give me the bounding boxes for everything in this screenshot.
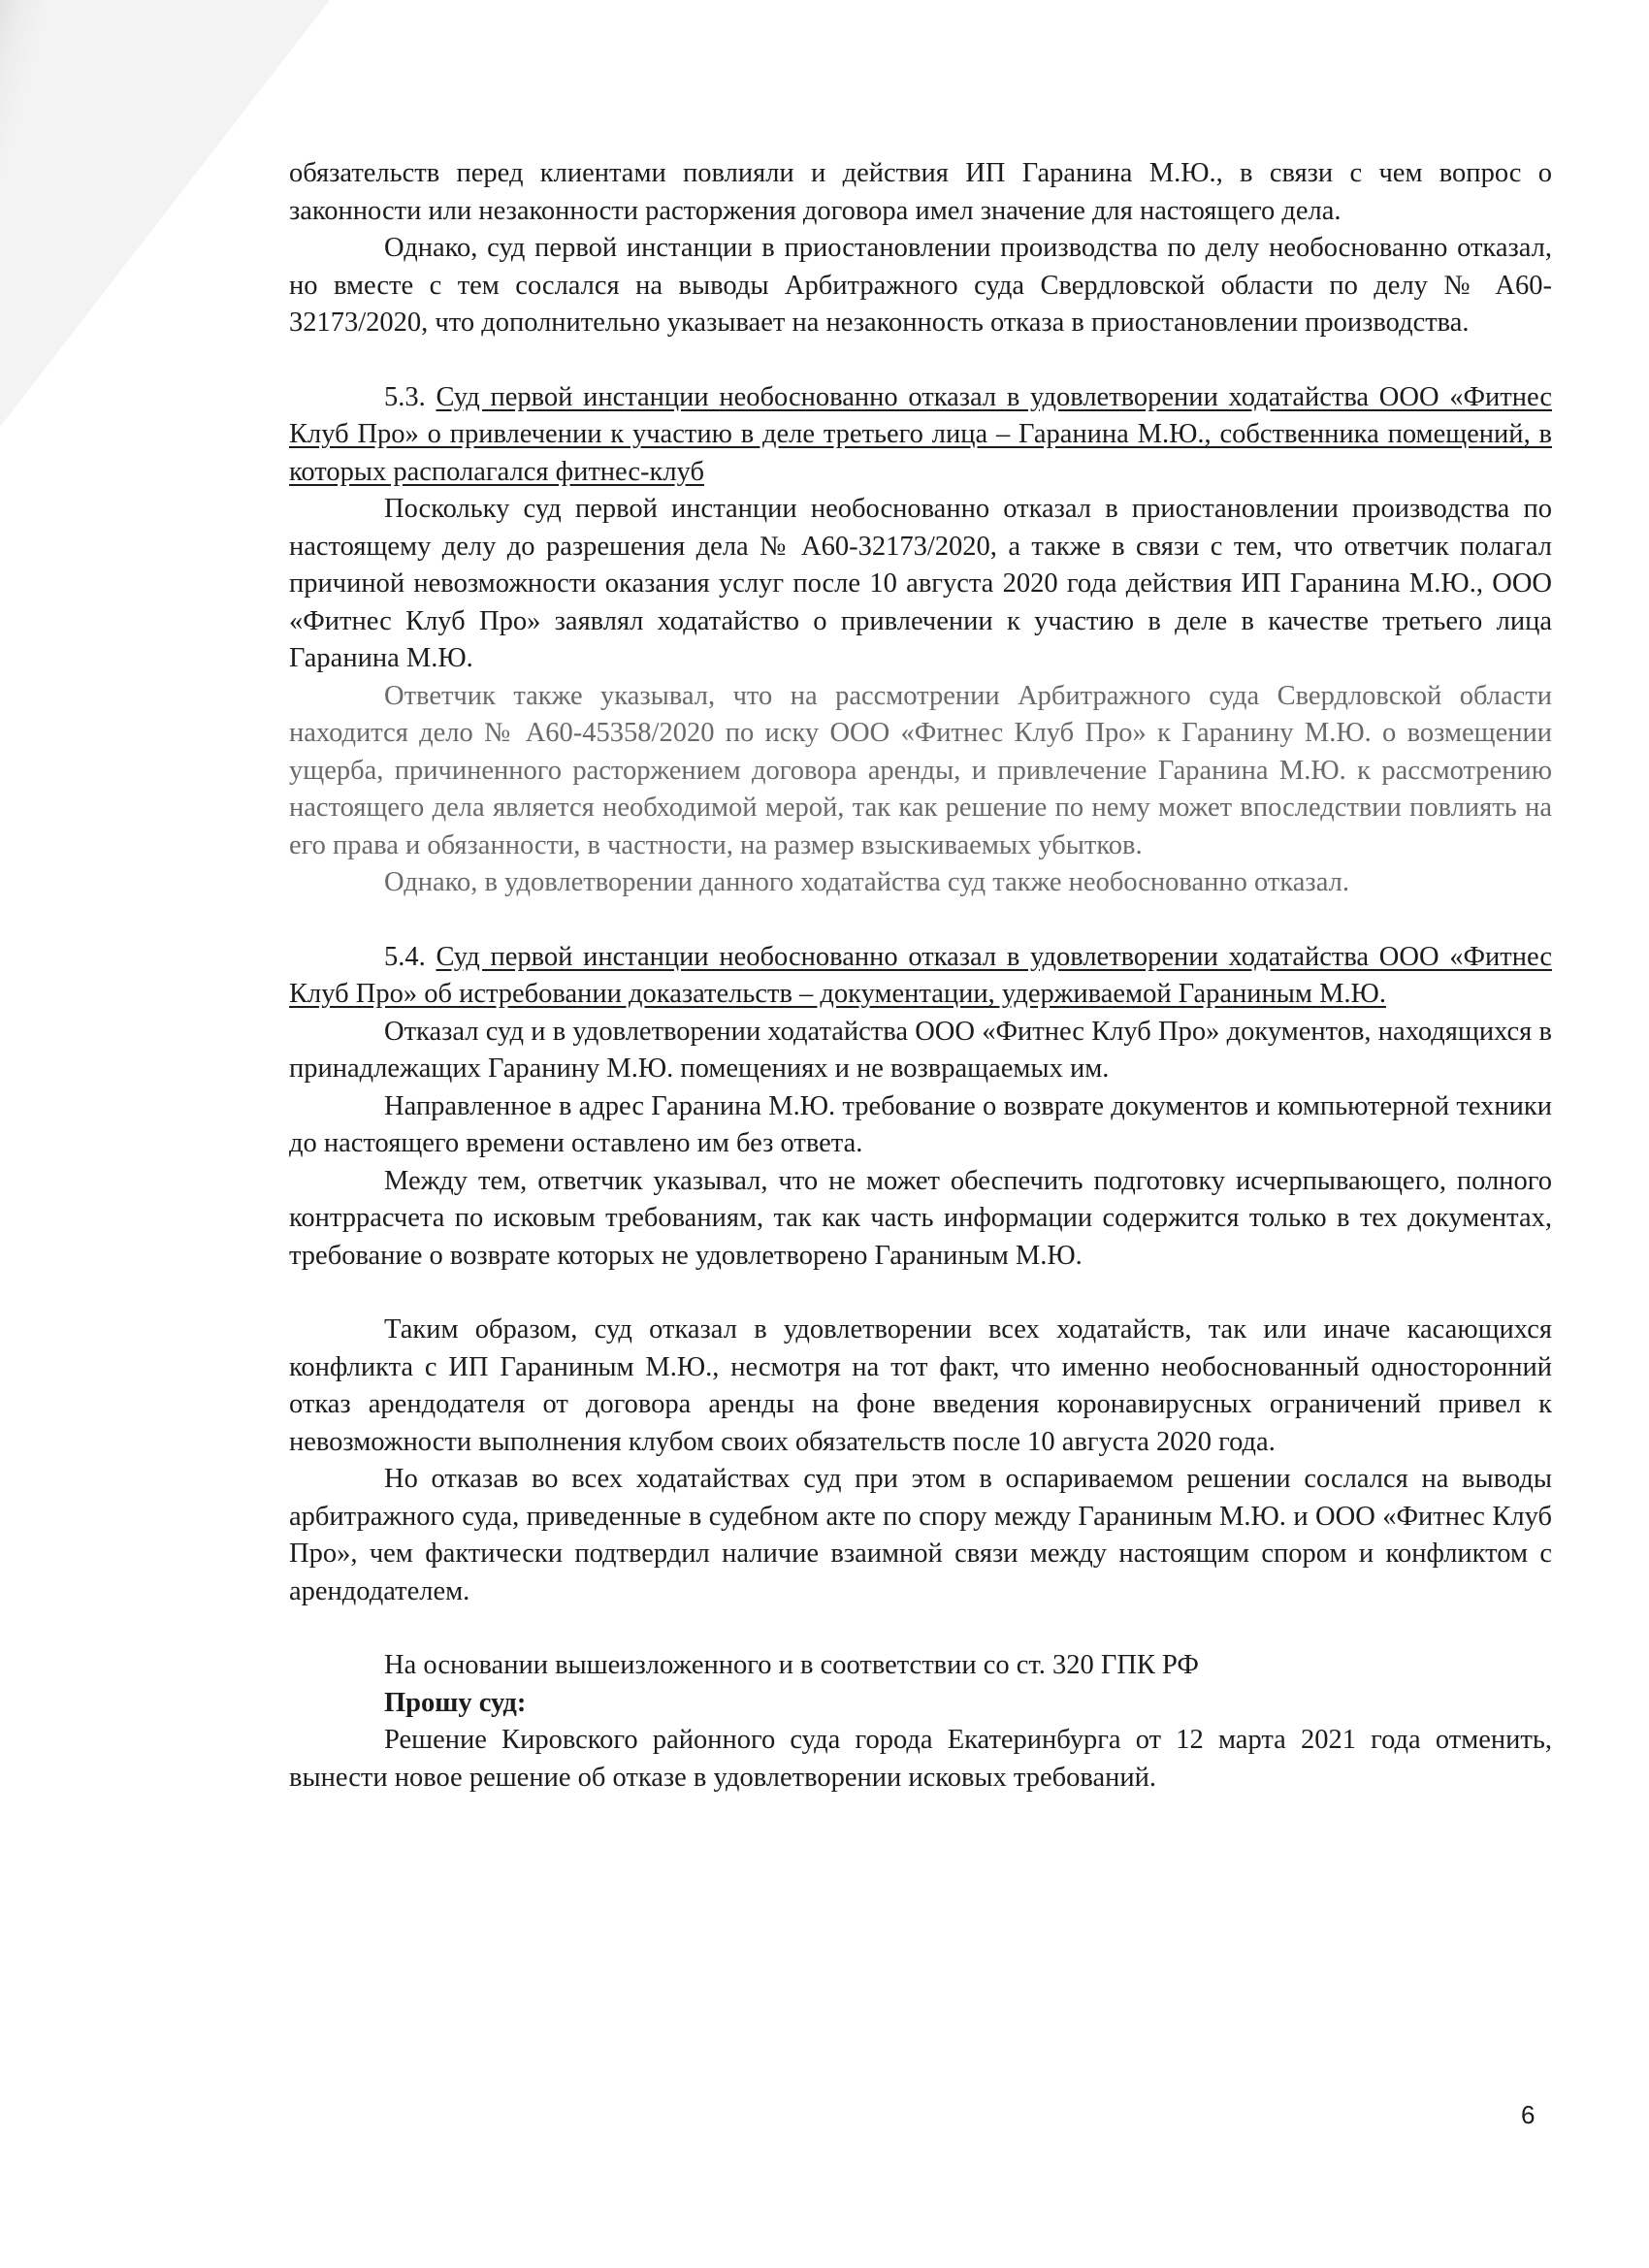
paragraph-arbitration-reference: Но отказав во всех ходатайствах суд при этом в оспариваемом решении сослался на выводы арбитражного суда, приведенные в судебном акте по спору между Гараниным М.Ю. и ООО «Фитнес Клуб Про», чем фактически подтвердил наличие взаимной связи между настоящим спором и конфликтом с арендодателем. <box>289 1464 1552 1606</box>
section-title: Суд первой инстанции необоснованно отказал в удовлетворении ходатайства ООО «Фитнес Клуб Про» о привлечении к участию в деле третьего лица – Гаранина М.Ю., собственника помещений, в которых располагался фитнес-клуб <box>289 381 1552 487</box>
document-page <box>289 155 1552 1797</box>
paragraph-continuation: обязательств перед клиентами повлияли и действия ИП Гаранина М.Ю., в связи с чем вопрос о законности или незаконности расторжения договора имел значение для настоящего дела. <box>289 158 1552 226</box>
paragraph-respondent-indicated: Ответчик также указывал, что на рассмотрении Арбитражного суда Свердловской области находится дело № А60-45358/2020 по иску ООО «Фитнес Клуб Про» к Гаранину М.Ю. о возмещении ущерба, причиненного расторжением договора аренды, и привлечение Гаранина М.Ю. к рассмотрению настоящего дела является необходимой мерой, так как решение по нему может впоследствии повлиять на его права и обязанности, в частности, на размер взыскиваемых убытков. <box>289 680 1552 860</box>
section-number: 5.4. <box>384 941 426 972</box>
spacer <box>289 342 1552 379</box>
request-label: Прошу суд: <box>384 1687 527 1718</box>
section-heading-5-4 <box>289 939 1552 1014</box>
paragraph-counter-calculation: Между тем, ответчик указывал, что не может обеспечить подготовку исчерпывающего, полного контррасчета по исковым требованиям, так как часть информации содержится только в тех документах, требование о возврате которых не удовлетворено Гараниным М.Ю. <box>289 1165 1552 1271</box>
page-number: 6 <box>1521 2100 1536 2129</box>
scan-fold-corner <box>0 0 330 427</box>
spacer <box>289 1610 1552 1647</box>
spacer <box>289 1275 1552 1312</box>
paragraph-legal-basis: На основании вышеизложенного и в соответствии со ст. 320 ГПК РФ <box>384 1650 1199 1680</box>
spacer <box>289 902 1552 939</box>
paragraph-documents-refused: Отказал суд и в удовлетворении ходатайства ООО «Фитнес Клуб Про» документов, находящихся в принадлежащих Гаранину М.Ю. помещениях и не возвращаемых им. <box>289 1016 1552 1084</box>
section-title: Суд первой инстанции необоснованно отказал в удовлетворении ходатайства ООО «Фитнес Клуб Про» об истребовании доказательств – документации, удерживаемой Гараниным М.Ю. <box>289 941 1552 1009</box>
section-heading-5-3 <box>289 379 1552 492</box>
paragraph-third-party: Поскольку суд первой инстанции необоснованно отказал в приостановлении производства по настоящему делу до разрешения дела № А60-32173/2020, а также в связи с тем, что ответчик полагал причиной невозможности оказания услуг после 10 августа 2020 года действия ИП Гаранина М.Ю., ООО «Фитнес Клуб Про» заявлял ходатайство о привлечении к участию в деле в качестве третьего лица Гаранина М.Ю. <box>289 494 1552 673</box>
section-number: 5.3. <box>384 381 426 412</box>
paragraph-request: Решение Кировского районного суда города Екатеринбурга от 12 марта 2021 года отменить, вынести новое решение об отказе в удовлетворении исковых требований. <box>289 1725 1552 1793</box>
paragraph-suspension-refusal: Однако, суд первой инстанции в приостановлении производства по делу необоснованно отказал, но вместе с тем сослался на выводы Арбитражного суда Свердловской области по делу № А60-32173/2020, что дополнительно указывает на незаконность отказа в приостановлении производства. <box>289 233 1552 338</box>
paragraph-summary: Таким образом, суд отказал в удовлетворении всех ходатайств, так или иначе касающихся конфликта с ИП Гараниным М.Ю., несмотря на тот факт, что именно необоснованный односторонний отказ арендодателя от договора аренды на фоне введения коронавирусных ограничений привел к невозможности выполнения клубом своих обязательств после 10 августа 2020 года. <box>289 1314 1552 1457</box>
paragraph-motion-refused: Однако, в удовлетворении данного ходатайства суд также необоснованно отказал. <box>384 867 1349 897</box>
paragraph-demand-sent: Направленное в адрес Гаранина М.Ю. требование о возврате документов и компьютерной техники до настоящего времени оставлено им без ответа. <box>289 1090 1552 1158</box>
